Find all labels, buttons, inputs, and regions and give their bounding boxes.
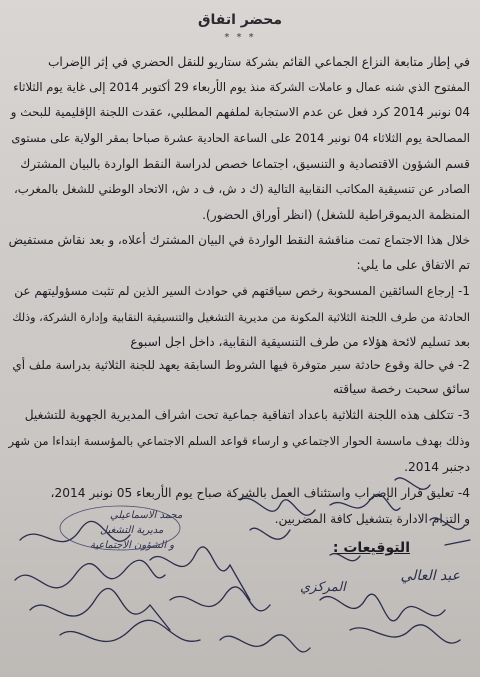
handwritten-signature: المركزي [300,580,346,595]
body-line: في إطار متابعة النزاع الجماعي القائم بشركة ستاريو للنقل الحضري في إثر الإضراب [47,55,470,69]
body-line: المصالحة يوم الثلاثاء 04 نونبر 2014 على الساعة الحادية عشرة صباحا بمقر الولاية على مستوى [11,131,470,145]
document-title: محضر اتفاق [197,12,283,28]
signature-mark [60,620,200,641]
list-item: 1- إرجاع السائقين المسحوبة رخص سياقتهم في حوادث السير الذين لم تثبت مسؤوليتهم عن [14,284,470,298]
signature-mark [15,560,165,588]
signature-mark [430,518,470,545]
list-item: 3- تتكلف هذه اللجنة الثلاثية باعداد اتفاقية جماعية تحت اشراف المديرية الجهوية للتشغيل [24,408,470,422]
stamp-outline [60,506,183,550]
body-line: تم الاتفاق على ما يلي: [356,258,470,272]
handwritten-signature: عبد العالي [400,568,460,584]
body-line: خلال هذا الاجتماع تمت مناقشة النقط الواردة في البيان المشترك أعلاه، و بعد نقاش مستفيض [8,233,470,247]
body-line: بعد تسليم لائحة هؤلاء من طرف التنسيقية النقابية، داخل اجل اسبوع [130,335,470,349]
signature-mark [395,478,430,489]
title-ornament: * * * [224,32,256,43]
body-line: 04 نونبر 2014 كرد فعل عن عدم الاستجابة لملفهم المطلبي، عقدت اللجنة الإقليمية للبحث و [10,105,470,119]
signatures-heading: التوقيعات : [332,540,410,556]
body-line: و التزام الادارة بتشغيل كافة المضربين. [274,512,470,526]
body-line: قسم الشؤون الاقتصادية و التنسيق، اجتماعا خصص لدراسة النقط الواردة بالبيان المشترك [20,157,470,171]
signature-mark [250,528,290,539]
signature-mark [330,554,360,561]
signature-mark [320,594,445,621]
body-line: الصادر عن تنسيقية المكاتب النقابية التالية (ك د ش، ف د ش، الاتحاد الوطني للشغل بالمغرب، [13,182,470,196]
list-item: 2- في حالة وقوع حادثة سير متوفرة فيها الشروط السابقة يعهد للجنة الثلاثية بدراسة ملف أي [12,358,470,372]
body-line: الحادثة من طرف اللجنة الثلاثية المكونة من مديرية التشغيل والتنسيقية النقابية وإدارة الشركة، وذلك [12,311,470,324]
signature-mark [20,521,130,541]
body-line: المفتوح الذي شنه عمال و عاملات الشركة منذ يوم الأربعاء 29 أكتوبر 2014 إلى غاية يوم الثلاثاء [13,80,470,94]
signature-mark [350,625,460,643]
signature-mark [30,588,170,630]
signature-mark [330,494,400,510]
list-item: 4- تعليق قرار الإضراب واستئناف العمل بالشركة صباح يوم الأربعاء 05 نونبر 2014، [50,486,470,500]
body-line: المنظمة الديموقراطية للشغل) (انظر أوراق الحضور). [202,208,470,222]
body-line: دجنبر 2014. [404,460,470,474]
stamp-text: محمد الاسماعيلي [110,510,183,521]
signature-mark [220,635,310,652]
body-line: سائق سحبت رخصة سياقته [333,382,470,396]
stamp-text: و الشؤون الاجتماعية [90,540,175,551]
signature-mark [150,547,250,600]
signature-mark [170,587,270,611]
signature-mark [240,498,315,515]
body-line: وذلك بهدف ماسسة الحوار الاجتماعي و ارساء قواعد السلم الاجتماعي بالمؤسسة ابتداءا من شهر [8,434,470,448]
stamp-text: مديرية التشغيل [100,525,164,536]
